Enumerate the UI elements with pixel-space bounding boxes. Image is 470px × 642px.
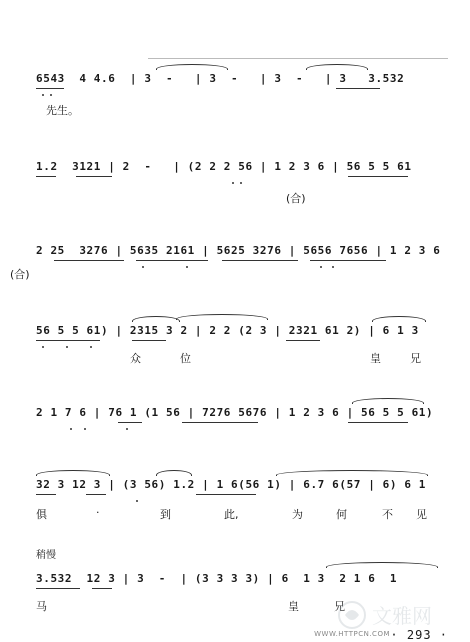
underline — [222, 260, 298, 261]
lyric: 此, — [224, 508, 239, 521]
underline — [36, 88, 64, 89]
slur — [306, 64, 368, 70]
watermark-text: 文雅网 — [372, 604, 432, 628]
underline — [36, 176, 56, 177]
notation-row-2: 1.2 3121 | 2 - | (2 2 2 56 | 1 2 3 6 | 56 5 5 61 — [36, 160, 412, 173]
score-row-2 — [36, 160, 446, 205]
underline — [36, 588, 80, 589]
score-row-1 — [36, 72, 446, 117]
score-row-6 — [36, 478, 446, 521]
octave-dot — [142, 266, 144, 268]
lyric: · — [96, 506, 100, 519]
underline — [76, 176, 112, 177]
lyric: 不 — [382, 508, 393, 521]
underline — [136, 260, 208, 261]
underline — [348, 176, 408, 177]
notation-row-1: 6543 4 4.6 | 3 - | 3 - | 3 - | 3 3.532 — [36, 72, 405, 85]
octave-dot — [42, 94, 44, 96]
lyric: 众 — [130, 352, 141, 365]
underline — [310, 260, 386, 261]
slur — [372, 316, 426, 322]
octave-dot — [84, 428, 86, 430]
underline — [132, 340, 166, 341]
octave-dot — [70, 428, 72, 430]
underline — [86, 494, 106, 495]
octave-dot — [232, 182, 234, 184]
lyric: 先生。 — [46, 104, 79, 117]
notation-row-7: 3.532 12 3 | 3 - | (3 3 3 3) | 6 1 3 2 1 6 1 — [36, 572, 398, 585]
underline — [118, 422, 142, 423]
lyric: 兄 — [410, 352, 421, 365]
tempo-mark: 稍慢 — [36, 550, 56, 561]
slur — [176, 314, 268, 320]
lyric: 到 — [160, 508, 171, 521]
lyric: 见 — [416, 508, 427, 521]
score-row-4 — [36, 324, 446, 364]
score-row-5 — [36, 406, 446, 446]
octave-dot — [240, 182, 242, 184]
notation-row-5: 2 1 7 6 | 76 1 (1 56 | 7276 5676 | 1 2 3 6 | 56 5 5 61) — [36, 406, 434, 419]
underline — [182, 422, 258, 423]
watermark-url: WWW.HTTPCN.COM — [314, 630, 390, 638]
notation-row-3: 2 25 3276 | 5635 2161 | 5625 3276 | 5656 7656 | 1 2 3 6 — [36, 244, 441, 257]
lyric: 何 — [336, 508, 347, 521]
octave-dot — [186, 266, 188, 268]
slur — [36, 470, 110, 476]
octave-dot — [136, 500, 138, 502]
notation-row-6: 32 3 12 3 | (3 56) 1.2 | 1 6(56 1) | 6.7 6(57 | 6) 6 1 — [36, 478, 427, 491]
octave-dot — [42, 346, 44, 348]
watermark-logo — [336, 598, 456, 632]
slur — [326, 562, 438, 568]
octave-dot — [50, 94, 52, 96]
underline — [54, 260, 124, 261]
page-number: · 293 · — [390, 628, 448, 642]
slur — [352, 398, 424, 404]
octave-dot — [126, 428, 128, 430]
underline — [92, 588, 112, 589]
slur — [156, 64, 228, 70]
lyric: 兄 — [334, 600, 345, 613]
octave-dot — [332, 266, 334, 268]
lyric: 俱 — [36, 508, 47, 521]
underline — [36, 340, 100, 341]
underline — [196, 494, 256, 495]
lyric: (合) — [10, 268, 30, 281]
top-rule — [148, 58, 448, 59]
lyric: 马 — [36, 600, 47, 613]
underline — [286, 340, 320, 341]
underline — [348, 422, 408, 423]
octave-dot — [90, 346, 92, 348]
lyric: (合) — [286, 192, 306, 205]
slur — [276, 470, 428, 476]
lyric: 为 — [292, 508, 303, 521]
notation-row-4: 56 5 5 61) | 2315 3 2 | 2 2 (2 3 | 2321 61 2) | 6 1 3 — [36, 324, 419, 337]
score-row-3 — [10, 244, 446, 284]
lyric: 位 — [180, 352, 191, 365]
octave-dot — [66, 346, 68, 348]
lyric: 皇 — [370, 352, 381, 365]
underline — [336, 88, 380, 89]
slur — [156, 470, 192, 476]
lyric: 皇 — [288, 600, 299, 613]
underline — [36, 494, 56, 495]
slur — [132, 316, 180, 322]
octave-dot — [320, 266, 322, 268]
